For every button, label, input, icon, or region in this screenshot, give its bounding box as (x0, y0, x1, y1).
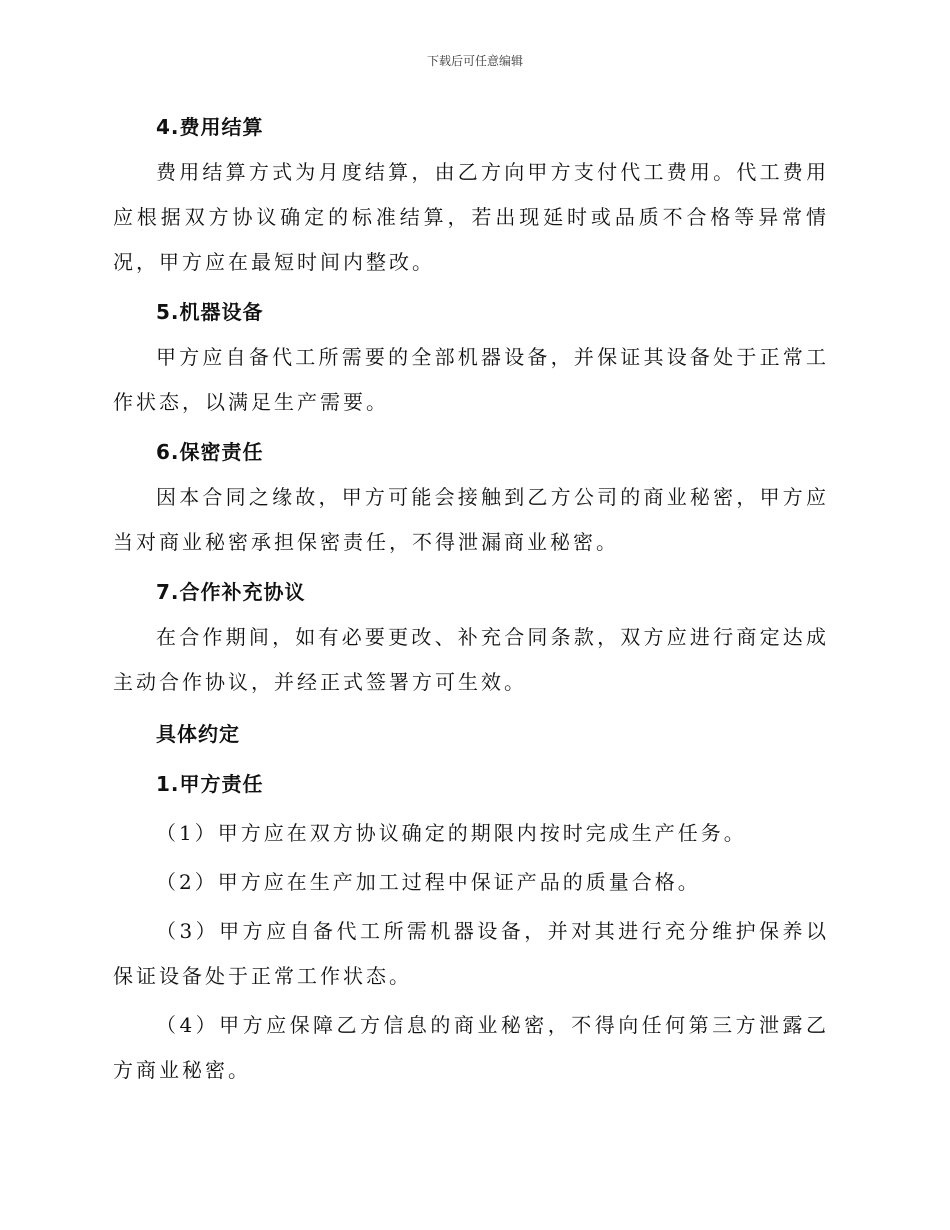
list-item: （4）甲方应保障乙方信息的商业秘密，不得向任何第三方泄露乙方商业秘密。 (113, 1013, 829, 1082)
section-heading: 4.费用结算 (156, 115, 264, 139)
section-machinery (113, 289, 829, 425)
section-heading: 6.保密责任 (156, 440, 264, 464)
section-paragraph: 费用结算方式为月度结算，由乙方向甲方支付代工费用。代工费用应根据双方协议确定的标准结算，若出现延时或品质不合格等异常情况，甲方应在最短时间内整改。 (113, 160, 829, 274)
section-confidentiality (113, 429, 829, 565)
page-header: 下载后可任意编辑 (426, 54, 523, 68)
section-specific-terms (113, 711, 829, 1093)
list-item: （1）甲方应在双方协议确定的期限内按时完成生产任务。 (156, 821, 747, 845)
section-heading: 7.合作补充协议 (156, 580, 306, 604)
section-fee-settlement (113, 104, 829, 285)
subsection-heading: 1.甲方责任 (156, 772, 264, 796)
section-heading: 5.机器设备 (156, 300, 264, 324)
list-item: （3）甲方应自备代工所需机器设备，并对其进行充分维护保养以保证设备处于正常工作状态。 (113, 919, 829, 988)
section-paragraph: 甲方应自备代工所需要的全部机器设备，并保证其设备处于正常工作状态，以满足生产需要。 (113, 345, 829, 414)
section-heading: 具体约定 (156, 722, 240, 746)
section-paragraph: 在合作期间，如有必要更改、补充合同条款，双方应进行商定达成主动合作协议，并经正式签署方可生效。 (113, 625, 829, 694)
section-paragraph: 因本合同之缘故，甲方可能会接触到乙方公司的商业秘密，甲方应当对商业秘密承担保密责任，不得泄漏商业秘密。 (113, 485, 829, 554)
list-item: （2）甲方应在生产加工过程中保证产品的质量合格。 (156, 870, 701, 894)
section-supplementary-agreement (113, 569, 829, 705)
document-body (113, 104, 829, 1093)
